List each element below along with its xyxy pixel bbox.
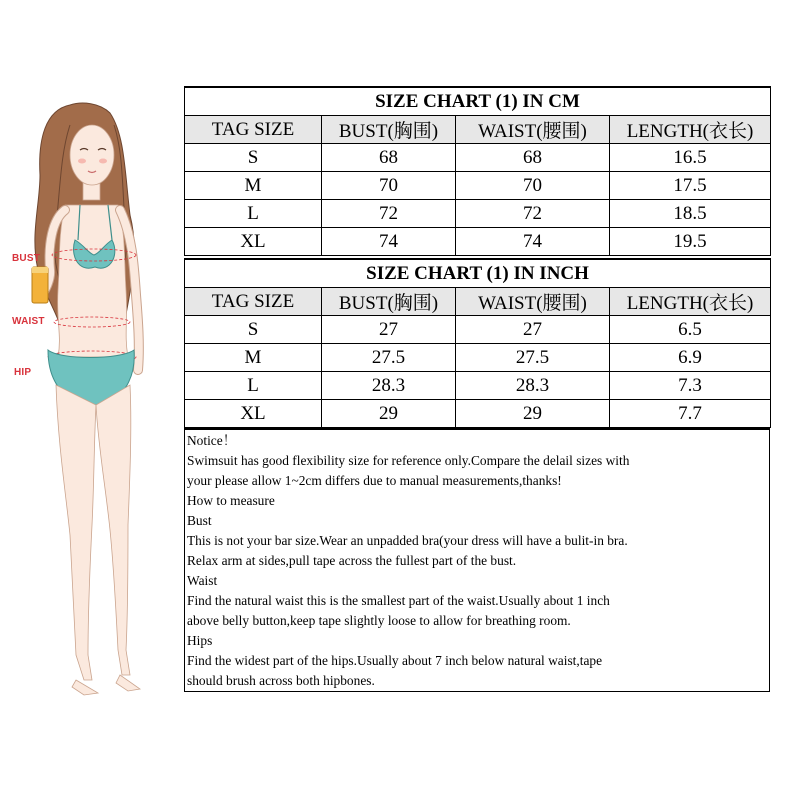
header-tag-size: TAG SIZE (185, 116, 322, 144)
header-bust: BUST(胸围) (322, 116, 456, 144)
cell-size: S (185, 316, 322, 344)
cell-bust: 27 (322, 316, 456, 344)
cell-bust: 68 (322, 144, 456, 172)
table-row (185, 372, 771, 400)
header-waist: WAIST(腰围) (456, 288, 610, 316)
cell-size: XL (185, 400, 322, 428)
cell-length: 6.9 (610, 344, 771, 372)
cell-length: 18.5 (610, 200, 771, 228)
header-waist: WAIST(腰围) (456, 116, 610, 144)
cell-size: M (185, 172, 322, 200)
cell-bust: 29 (322, 400, 456, 428)
woman-figure-drawing (0, 95, 180, 705)
cell-length: 7.3 (610, 372, 771, 400)
cell-waist: 72 (456, 200, 610, 228)
size-table-inch (184, 258, 771, 428)
model-illustration (0, 95, 180, 705)
notice-line: above belly button,keep tape slightly loose to allow for breathing room. (187, 613, 571, 628)
hips-heading: Hips (187, 633, 213, 648)
notice-heading: Notice！ (187, 433, 237, 448)
bust-label: BUST (12, 253, 41, 264)
cell-length: 16.5 (610, 144, 771, 172)
table-header-row (185, 288, 771, 316)
cell-length: 17.5 (610, 172, 771, 200)
cell-length: 7.7 (610, 400, 771, 428)
notice-line: should brush across both hipbones. (187, 673, 375, 688)
cell-waist: 27 (456, 316, 610, 344)
cell-waist: 74 (456, 228, 610, 256)
hip-label: HIP (14, 367, 32, 378)
table-header-row (185, 116, 771, 144)
cell-bust: 70 (322, 172, 456, 200)
cell-length: 19.5 (610, 228, 771, 256)
cell-bust: 27.5 (322, 344, 456, 372)
cell-waist: 28.3 (456, 372, 610, 400)
cell-size: XL (185, 228, 322, 256)
table-row (185, 344, 771, 372)
measure-heading: How to measure (187, 493, 275, 508)
cell-size: S (185, 144, 322, 172)
table-row (185, 228, 771, 256)
cell-waist: 29 (456, 400, 610, 428)
bust-heading: Bust (187, 513, 212, 528)
cell-waist: 70 (456, 172, 610, 200)
header-tag-size: TAG SIZE (185, 288, 322, 316)
table-row (185, 200, 771, 228)
notice-line: Swimsuit has good flexibility size for reference only.Compare the delail sizes with (187, 453, 630, 468)
header-bust: BUST(胸围) (322, 288, 456, 316)
size-chart (184, 86, 770, 692)
table-title-inch: SIZE CHART (1) IN INCH (185, 259, 771, 288)
table-row (185, 400, 771, 428)
header-length: LENGTH(衣长) (610, 288, 771, 316)
cell-size: M (185, 344, 322, 372)
notice-box (184, 428, 770, 692)
notice-line: This is not your bar size.Wear an unpadded bra(your dress will have a bulit-in bra. (187, 533, 628, 548)
waist-label: WAIST (12, 316, 45, 327)
notice-line: Find the widest part of the hips.Usually about 7 inch below natural waist,tape (187, 653, 603, 668)
cell-length: 6.5 (610, 316, 771, 344)
table-title-cm: SIZE CHART (1) IN CM (185, 87, 771, 116)
cell-waist: 27.5 (456, 344, 610, 372)
notice-line: Relax arm at sides,pull tape across the fullest part of the bust. (187, 553, 517, 568)
table-row (185, 172, 771, 200)
cell-bust: 74 (322, 228, 456, 256)
cell-bust: 28.3 (322, 372, 456, 400)
table-row (185, 316, 771, 344)
notice-line: your please allow 1~2cm differs due to manual measurements,thanks! (187, 473, 562, 488)
notice-line: Find the natural waist this is the smallest part of the waist.Usually about 1 inch (187, 593, 610, 608)
size-table-cm (184, 86, 771, 256)
cell-size: L (185, 200, 322, 228)
table-row (185, 144, 771, 172)
cell-waist: 68 (456, 144, 610, 172)
cell-size: L (185, 372, 322, 400)
waist-heading: Waist (187, 573, 218, 588)
cell-bust: 72 (322, 200, 456, 228)
header-length: LENGTH(衣长) (610, 116, 771, 144)
